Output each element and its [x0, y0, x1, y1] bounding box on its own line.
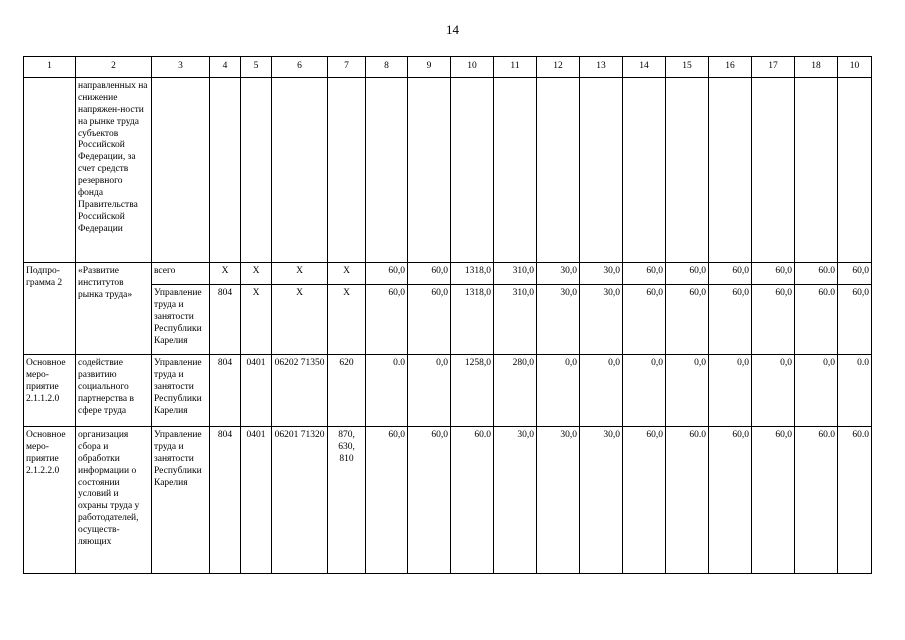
column-number: 16: [709, 57, 752, 78]
value-cell: 60,0: [666, 285, 709, 355]
executor-cell: Управление труда и занятости Республики Карелия: [152, 355, 210, 427]
code-cell: X: [210, 263, 241, 285]
activity-row: [24, 355, 872, 427]
column-number: 17: [752, 57, 795, 78]
code-cell: X: [241, 263, 272, 285]
column-number: 7: [328, 57, 366, 78]
value-cell: 0,0: [795, 355, 838, 427]
column-number: 6: [272, 57, 328, 78]
continuation-status-cell: [24, 78, 76, 263]
continuation-row: [24, 78, 872, 263]
code-cell: 620: [328, 355, 366, 427]
activity-name-cell: организация сбора и обработки информации о состоянии условий и охраны труда у работодателей, осуществ-ляющих: [76, 427, 152, 574]
column-number: 15: [666, 57, 709, 78]
value-cell: 310,0: [494, 285, 537, 355]
value-cell: 60,0: [366, 285, 408, 355]
code-cell: 870, 630, 810: [328, 427, 366, 574]
value-cell: 60,0: [623, 285, 666, 355]
value-cell: 30,0: [580, 285, 623, 355]
value-cell: 280,0: [494, 355, 537, 427]
activity-status-cell: Основное меро-приятие 2.1.2.2.0: [24, 427, 76, 574]
value-cell: 1318,0: [451, 263, 494, 285]
value-cell: 60,0: [623, 263, 666, 285]
subprogram-name-cell: «Развитие институтов рынка труда»: [76, 263, 152, 355]
value-cell: 60,0: [752, 427, 795, 574]
value-cell: 30,0: [537, 285, 580, 355]
activity-name-cell: содействие развитию социального партнерства в сфере труда: [76, 355, 152, 427]
value-cell: 60,0: [709, 263, 752, 285]
value-cell: 60,0: [408, 263, 451, 285]
value-cell: 60,0: [366, 263, 408, 285]
code-cell: 804: [210, 355, 241, 427]
continuation-name-cell: направленных на снижение напряжен-ности на рынке труда субъектов Российской Федерации, за счет средств резервного фонда Правительства Российской Федерации: [76, 78, 152, 263]
value-cell: 60,0: [838, 285, 872, 355]
column-number: 3: [152, 57, 210, 78]
column-number-row: [24, 57, 872, 78]
activity-row: [24, 427, 872, 574]
value-cell: 0,0: [709, 355, 752, 427]
value-cell: 1318,0: [451, 285, 494, 355]
value-cell: 60.0: [795, 427, 838, 574]
value-cell: 60.0: [666, 427, 709, 574]
column-number: 10: [838, 57, 872, 78]
value-cell: 60,0: [838, 263, 872, 285]
column-number: 5: [241, 57, 272, 78]
subprogram-status-cell: Подпро-грамма 2: [24, 263, 76, 355]
value-cell: 0,0: [537, 355, 580, 427]
value-cell: 0,0: [623, 355, 666, 427]
value-cell: 60,0: [752, 285, 795, 355]
value-cell: 30,0: [494, 427, 537, 574]
value-cell: 310,0: [494, 263, 537, 285]
value-cell: 30,0: [537, 427, 580, 574]
value-cell: 60,0: [709, 285, 752, 355]
value-cell: 0,0: [408, 355, 451, 427]
executor-cell: всего: [152, 263, 210, 285]
value-cell: 60,0: [623, 427, 666, 574]
code-cell: 804: [210, 285, 241, 355]
column-number: 11: [494, 57, 537, 78]
page-number: 14: [446, 22, 459, 37]
subprogram-executor-row: [24, 285, 872, 355]
value-cell: 60.0: [795, 285, 838, 355]
code-cell: 804: [210, 427, 241, 574]
budget-table: [23, 56, 872, 574]
value-cell: 60.0: [838, 427, 872, 574]
code-cell: X: [241, 285, 272, 355]
value-cell: 0,0: [580, 355, 623, 427]
code-cell: X: [272, 285, 328, 355]
value-cell: 0.0: [838, 355, 872, 427]
code-cell: X: [328, 263, 366, 285]
column-number: 12: [537, 57, 580, 78]
code-cell: X: [272, 263, 328, 285]
code-cell: X: [328, 285, 366, 355]
code-cell: 0401: [241, 355, 272, 427]
value-cell: 60,0: [366, 427, 408, 574]
column-number: 14: [623, 57, 666, 78]
value-cell: 60.0: [451, 427, 494, 574]
value-cell: 1258,0: [451, 355, 494, 427]
code-cell: 0401: [241, 427, 272, 574]
value-cell: 60.0: [795, 263, 838, 285]
code-cell: 06201 71320: [272, 427, 328, 574]
column-number: 18: [795, 57, 838, 78]
value-cell: 30,0: [537, 263, 580, 285]
executor-cell: Управление труда и занятости Республики Карелия: [152, 427, 210, 574]
column-number: 13: [580, 57, 623, 78]
value-cell: 60,0: [752, 263, 795, 285]
column-number: 2: [76, 57, 152, 78]
column-number: 9: [408, 57, 451, 78]
code-cell: 06202 71350: [272, 355, 328, 427]
column-number: 10: [451, 57, 494, 78]
value-cell: 60,0: [408, 285, 451, 355]
value-cell: 0,0: [666, 355, 709, 427]
value-cell: 0,0: [752, 355, 795, 427]
value-cell: 30,0: [580, 427, 623, 574]
column-number: 8: [366, 57, 408, 78]
value-cell: 0.0: [366, 355, 408, 427]
value-cell: 60,0: [666, 263, 709, 285]
activity-status-cell: Основное меро-приятие 2.1.1.2.0: [24, 355, 76, 427]
value-cell: 60,0: [408, 427, 451, 574]
subprogram-total-row: [24, 263, 872, 285]
value-cell: 60,0: [709, 427, 752, 574]
column-number: 4: [210, 57, 241, 78]
executor-cell: Управление труда и занятости Республики Карелия: [152, 285, 210, 355]
value-cell: 30,0: [580, 263, 623, 285]
column-number: 1: [24, 57, 76, 78]
